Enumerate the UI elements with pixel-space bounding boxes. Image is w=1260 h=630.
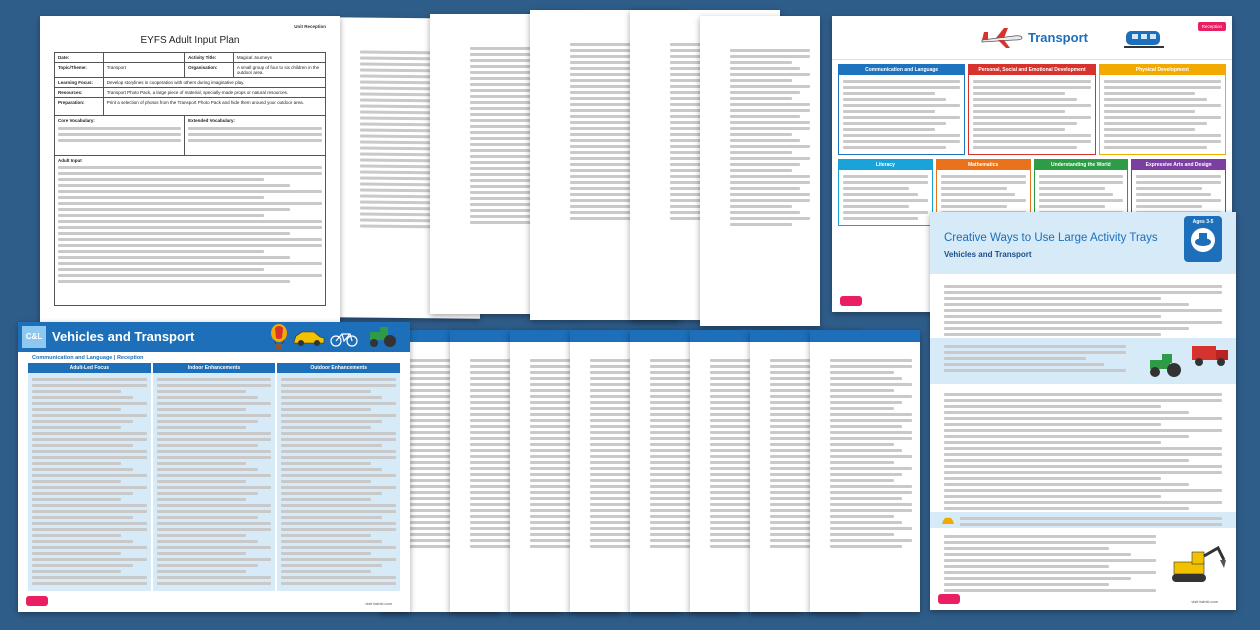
hot-air-balloon-icon [270,324,288,350]
car-icon [292,328,326,348]
column-adult-led: Adult-Led Focus [28,363,151,591]
tray-icon [1190,227,1216,253]
reference-label: Unit Reception [294,24,326,29]
airplane-icon [980,26,1024,50]
age-badge: Ages 3-5 [1184,216,1222,262]
hands-icon [940,514,956,526]
section-psed: Personal, Social and Emotional Development [968,64,1095,155]
plan-table: Date: Activity Title: Magical Journeys Topic/Theme: Transport Organisation: A small group of four to six children in the outdoor area. Learning Focus: Develop storylines in cooperation with others during imaginative play. Resources: Transport Photo Pack, a large piece of material, specially-made props or natural resources. Preparation: Print a selection of photos from the Transport Photo Pack and hide them around your outdoor area. Core Vocabulary: Extended Vocabulary: Adult Input [54,52,326,306]
stacked-page-9 [700,16,820,326]
section-physical: Physical Development [1099,64,1226,155]
highlight-box-2 [930,512,1236,528]
activity-trays-sheet [930,212,1236,610]
section-expressive-arts: Expressive Arts and Design [1131,159,1226,226]
page-title: EYFS Adult Input Plan [140,35,240,46]
tractor-icon [366,326,400,348]
column-outdoor: Outdoor Enhancements [277,363,400,591]
sheet-subtitle: Communication and Language | Reception [32,355,144,361]
tractor-icon [1146,352,1186,378]
sheet-subtitle: Vehicles and Transport [944,250,1032,259]
section-mathematics: Mathematics [936,159,1031,226]
twinkl-logo [840,296,862,306]
website-link: visit twinkl.com [365,601,392,606]
digger-icon [1168,542,1228,586]
twinkl-logo [26,596,48,606]
eyfs-adult-input-plan [40,16,340,336]
cl-badge: C&L [22,326,46,348]
section-literacy: Literacy [838,159,933,226]
truck-icon [1190,342,1230,368]
section-understanding-world: Understanding the World [1034,159,1129,226]
sheet-title: Transport [1028,30,1088,45]
section-communication: Communication and Language [838,64,965,155]
bicycle-icon [330,330,358,348]
column-indoor: Indoor Enhancements [153,363,276,591]
sheet-title: Vehicles and Transport [52,329,195,344]
vehicles-transport-sheet [18,322,410,612]
reception-badge: Reception [1198,22,1226,31]
sheet-title: Creative Ways to Use Large Activity Trays [944,232,1158,244]
fanned-page-8 [810,330,920,612]
highlight-box-1 [930,338,1236,384]
twinkl-logo [938,594,960,604]
website-link: visit twinkl.com [1191,599,1218,604]
train-icon [1124,28,1164,50]
